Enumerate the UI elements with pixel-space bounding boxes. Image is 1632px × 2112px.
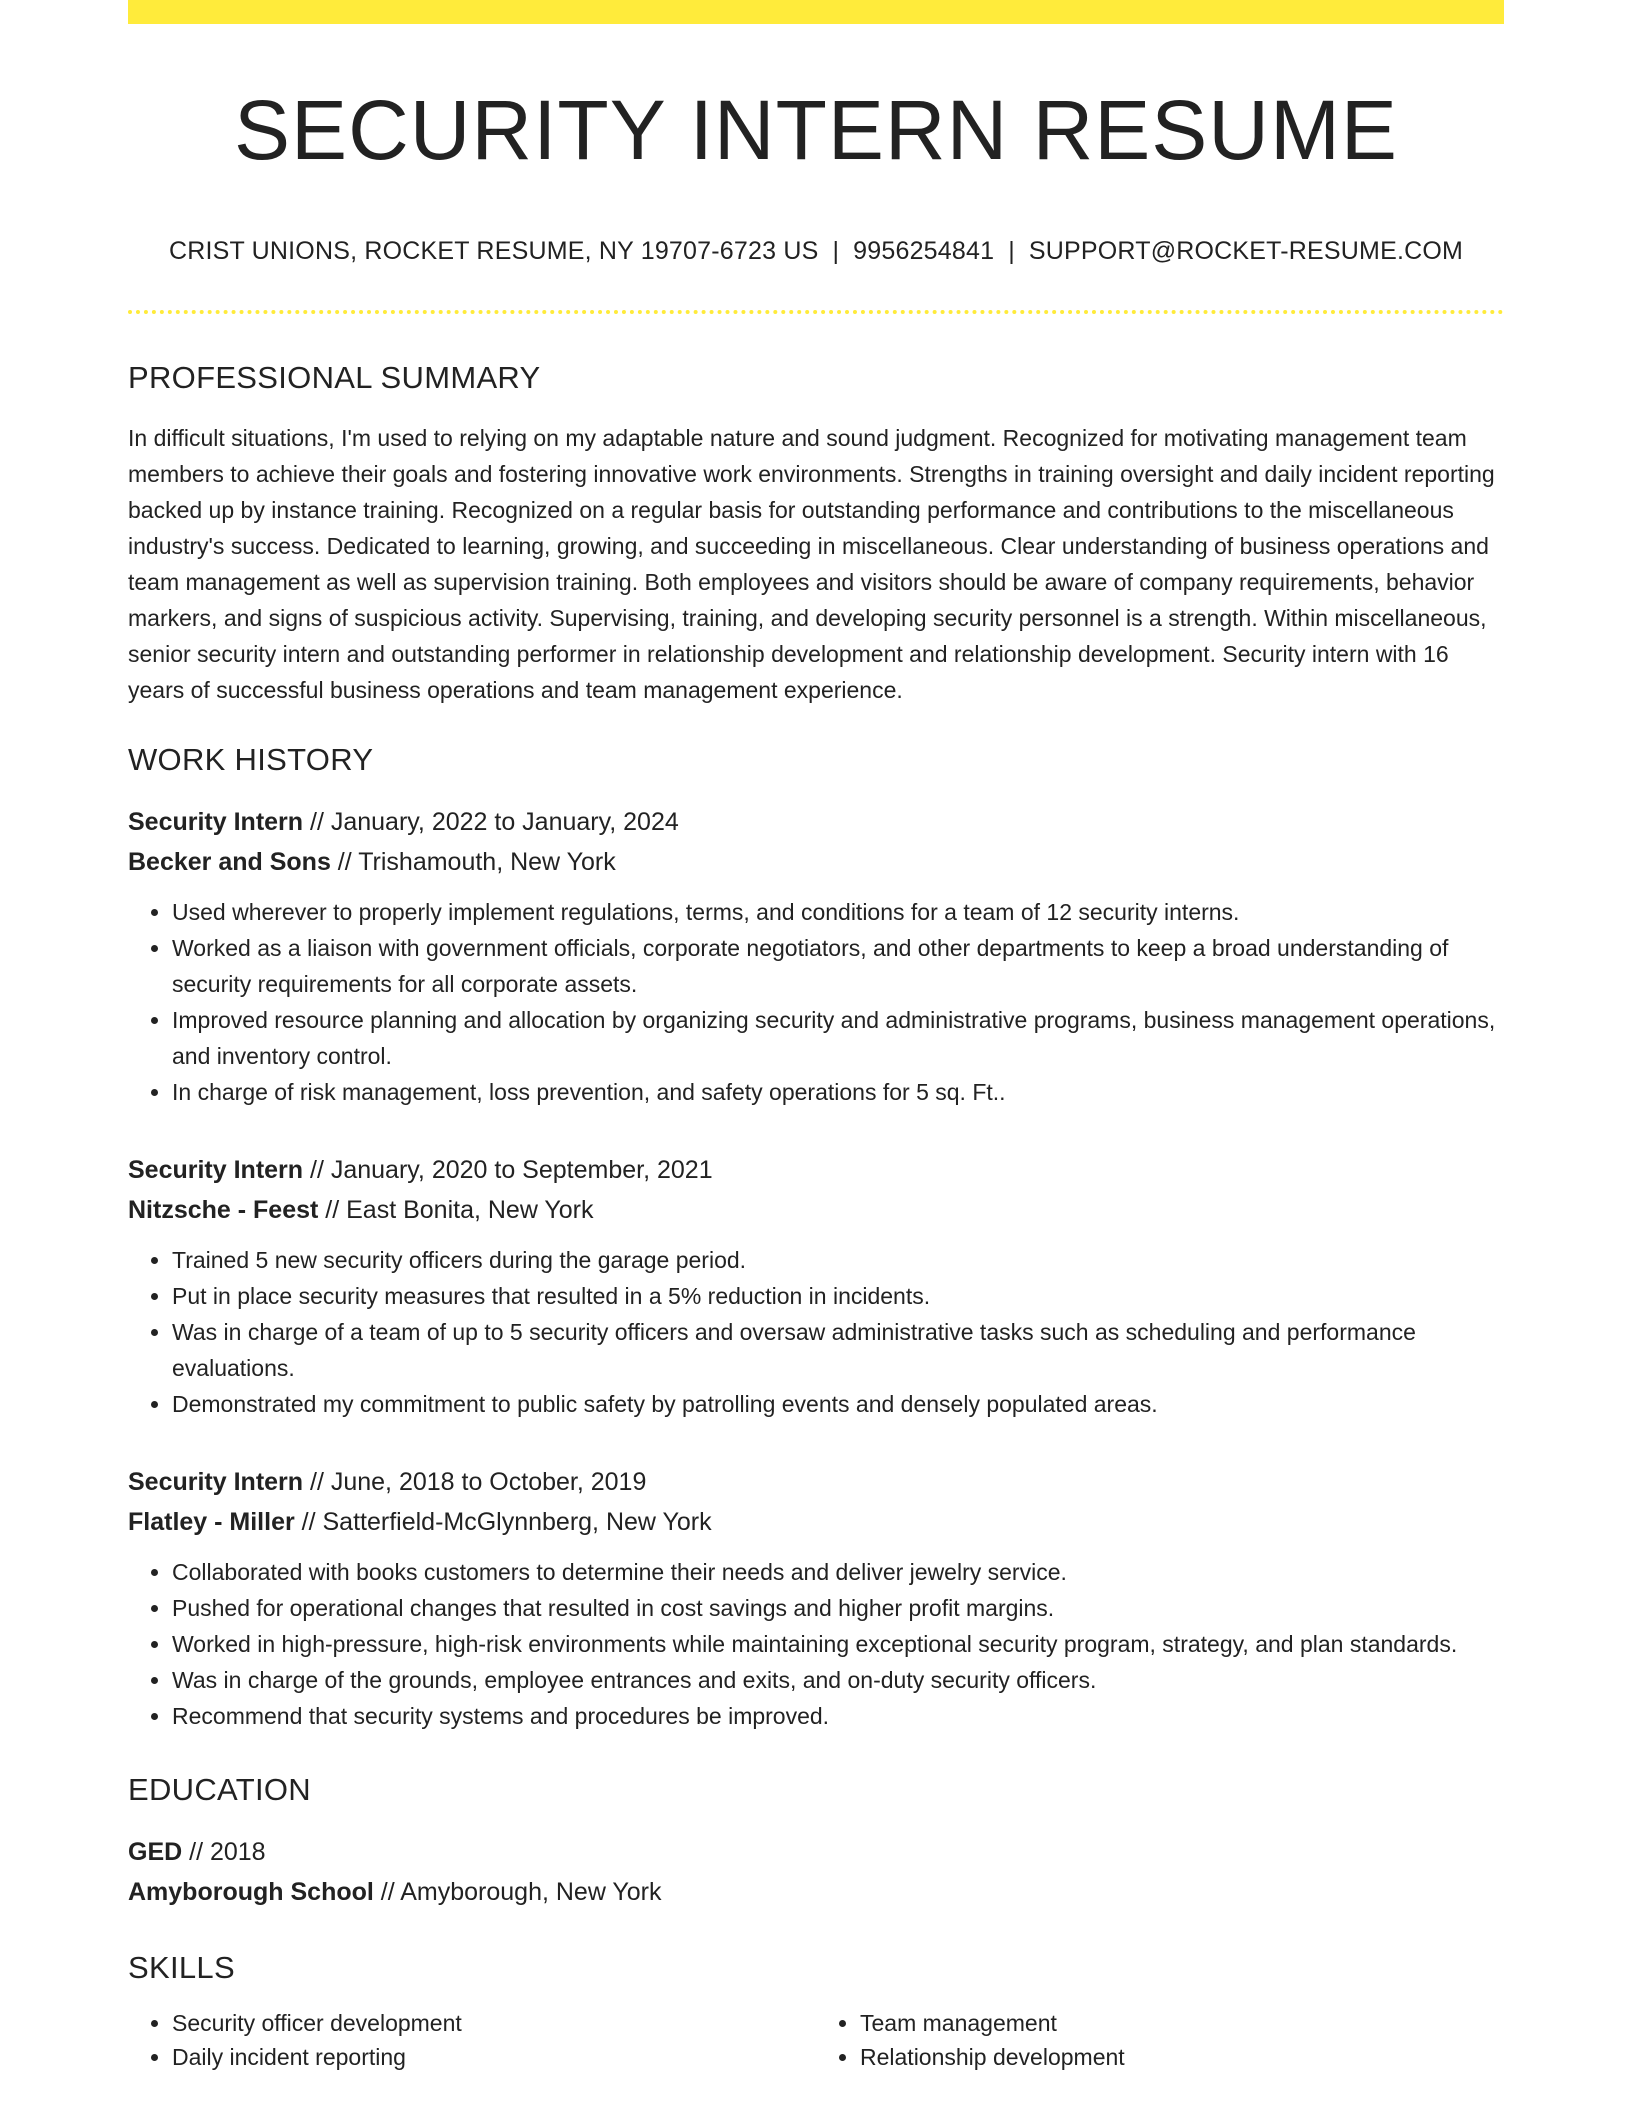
resume-page <box>128 0 1504 2074</box>
job-bullet: • Trained 5 new security officers during the garage period. <box>172 1242 1504 1278</box>
job-bullet: • Was in charge of a team of up to 5 security officers and oversaw administrative tasks such as scheduling and performance evaluations. <box>172 1314 1504 1386</box>
job-role-line <box>128 802 1504 842</box>
contact-phone: 9956254841 <box>853 237 995 265</box>
job-dates: // January, 2020 to September, 2021 <box>303 1156 713 1184</box>
job-bullet: • Collaborated with books customers to determine their needs and deliver jewelry service. <box>172 1554 1504 1590</box>
skills-heading: SKILLS <box>128 1950 235 1985</box>
skill-item: • Security officer development <box>172 2006 816 2040</box>
job-bullets <box>128 894 1504 1110</box>
contact-line <box>128 234 1504 268</box>
contact-address: CRIST UNIONS, ROCKET RESUME, NY 19707-6723 US <box>168 237 819 265</box>
job-company-line <box>128 1190 1504 1230</box>
job-bullet: • Used wherever to properly implement regulations, terms, and conditions for a team of 12 security interns. <box>172 894 1504 930</box>
job-bullet: • Recommend that security systems and procedures be improved. <box>172 1698 1504 1734</box>
job-location: // Trishamouth, New York <box>330 848 616 876</box>
education-heading: EDUCATION <box>128 1772 311 1807</box>
skills-grid <box>128 2006 1504 2074</box>
summary-text: In difficult situations, I'm used to relying on my adaptable nature and sound judgment. Recognized for motivating management team members to achieve their goals and fostering innovative work environments. Strengths in training oversight and daily incident reporting backed up by instance training. Recognized on a regular basis for outstanding performance and contributions to the miscellaneous industry's success. Dedicated to learning, growing, and succeeding in miscellaneous. Clear understanding of business operations and team management as well as supervision training. Both employees and visitors should be aware of company requirements, behavior markers, and signs of suspicious activity. Supervising, training, and developing security personnel is a strength. Within miscellaneous, senior security intern and outstanding performer in relationship development and relationship development. Security intern with 16 years of successful business operations and team management experience. <box>128 425 1495 703</box>
education-location: // Amyborough, New York <box>373 1878 662 1906</box>
job-role-line <box>128 1462 1504 1502</box>
job-location: // East Bonita, New York <box>318 1196 594 1224</box>
job-entry <box>128 1462 1504 1734</box>
job-bullets <box>128 1242 1504 1422</box>
job-company-line <box>128 1502 1504 1542</box>
job-company: Becker and Sons <box>128 848 331 876</box>
job-bullet: • Demonstrated my commitment to public safety by patrolling events and densely populated areas. <box>172 1386 1504 1422</box>
job-bullet: • Improved resource planning and allocation by organizing security and administrative programs, business management operations, and inventory control. <box>172 1002 1504 1074</box>
dotted-divider <box>128 310 1504 314</box>
summary-heading: PROFESSIONAL SUMMARY <box>128 360 541 395</box>
job-role-line <box>128 1150 1504 1190</box>
job-bullet: • In charge of risk management, loss prevention, and safety operations for 5 sq. Ft.. <box>172 1074 1504 1110</box>
job-bullet: • Was in charge of the grounds, employee entrances and exits, and on-duty security officers. <box>172 1662 1504 1698</box>
skills-column-left <box>128 2006 816 2074</box>
job-bullet: • Put in place security measures that resulted in a 5% reduction in incidents. <box>172 1278 1504 1314</box>
job-company: Flatley - Miller <box>128 1508 295 1536</box>
job-bullet: • Worked in high-pressure, high-risk environments while maintaining exceptional security program, strategy, and plan standards. <box>172 1626 1504 1662</box>
education-entry <box>128 1832 1504 1912</box>
job-company-line <box>128 842 1504 882</box>
education-year: // 2018 <box>182 1838 266 1866</box>
job-dates: // June, 2018 to October, 2019 <box>303 1468 647 1496</box>
contact-separator: | <box>832 237 840 265</box>
job-role: Security Intern <box>128 808 304 836</box>
education-school: Amyborough School <box>128 1878 374 1906</box>
job-company: Nitzsche - Feest <box>128 1196 319 1224</box>
job-bullet: • Worked as a liaison with government officials, corporate negotiators, and other departments to keep a broad understanding of security requirements for all corporate assets. <box>172 930 1504 1002</box>
work-history-heading: WORK HISTORY <box>128 742 374 777</box>
job-role: Security Intern <box>128 1468 304 1496</box>
contact-email: SUPPORT@ROCKET-RESUME.COM <box>1028 237 1464 265</box>
job-role: Security Intern <box>128 1156 304 1184</box>
job-dates: // January, 2022 to January, 2024 <box>303 808 679 836</box>
job-bullet: • Pushed for operational changes that resulted in cost savings and higher profit margins. <box>172 1590 1504 1626</box>
resume-title: SECURITY INTERN RESUME <box>234 83 1398 177</box>
accent-top-bar <box>128 0 1504 24</box>
education-degree: GED <box>128 1838 183 1866</box>
job-entry <box>128 802 1504 1110</box>
skill-item: • Daily incident reporting <box>172 2040 816 2074</box>
job-entry <box>128 1150 1504 1422</box>
skills-column-right <box>816 2006 1504 2074</box>
skill-item: • Relationship development <box>860 2040 1504 2074</box>
job-location: // Satterfield-McGlynnberg, New York <box>294 1508 712 1536</box>
education-degree-line <box>128 1832 1504 1872</box>
education-school-line <box>128 1872 1504 1912</box>
skill-item: • Team management <box>860 2006 1504 2040</box>
job-bullets <box>128 1554 1504 1734</box>
contact-separator: | <box>1008 237 1015 265</box>
